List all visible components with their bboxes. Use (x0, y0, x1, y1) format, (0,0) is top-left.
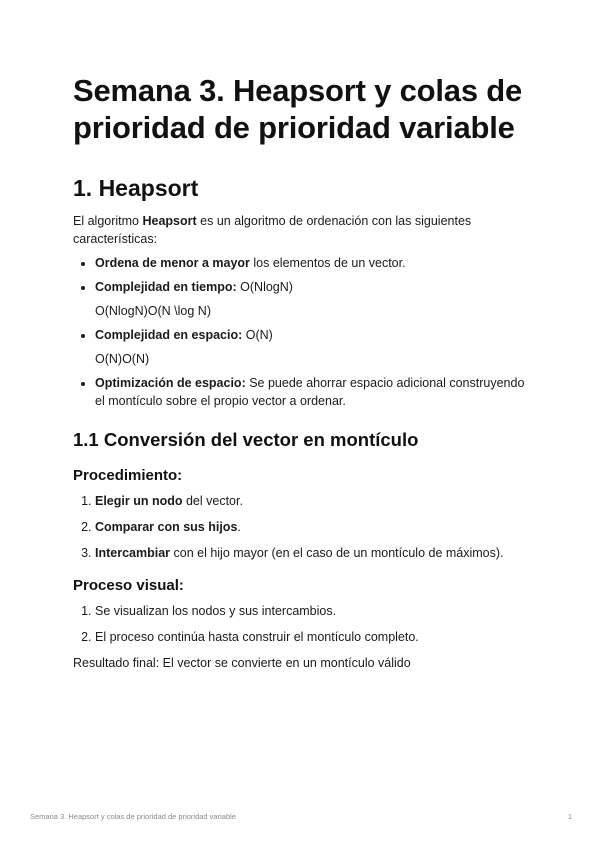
intro-paragraph (73, 212, 533, 248)
list-item (95, 602, 533, 620)
list-item-text: Se puede ahorrar espacio adicional construyendo el montículo sobre el propio vector a ordenar. (95, 376, 525, 408)
list-item (95, 278, 533, 320)
list-item-bold: Complejidad en espacio: (95, 328, 243, 342)
visual-process-steps (73, 602, 533, 646)
step-text: Se visualizan los nodos y sus intercambios. (95, 604, 337, 618)
step-bold: Comparar con sus hijos (95, 520, 238, 534)
subsection-heading-conversion: 1.1 Conversión del vector en montículo (73, 429, 419, 450)
list-item-bold: Ordena de menor a mayor (95, 256, 250, 270)
visual-process-heading: Proceso visual: (73, 577, 184, 594)
document-body (73, 72, 533, 672)
list-item (95, 492, 533, 510)
list-item-text: O(N) (242, 328, 273, 342)
list-item (95, 628, 533, 646)
list-item (95, 254, 533, 272)
list-item-text: los elementos de un vector. (249, 256, 406, 270)
step-text: con el hijo mayor (en el caso de un montículo de máximos). (170, 546, 504, 560)
page-title: Semana 3. Heapsort y colas de prioridad de prioridad variable (73, 73, 523, 145)
procedure-steps (73, 492, 533, 562)
result-paragraph: Resultado final: El vector se convierte en un montículo válido (73, 656, 411, 670)
list-item-text: O(NlogN) (236, 280, 293, 294)
list-item (95, 374, 533, 410)
intro-suffix: es un algoritmo de ordenación con las siguientes características: (73, 214, 472, 246)
section-heading-heapsort: 1. Heapsort (73, 175, 199, 201)
step-bold: Intercambiar (95, 546, 171, 560)
characteristics-list (73, 254, 533, 410)
step-text: . (237, 520, 241, 534)
footer-title: Semana 3. Heapsort y colas de prioridad de prioridad variable (30, 812, 236, 821)
step-text: del vector. (182, 494, 243, 508)
list-item (95, 326, 533, 368)
procedure-heading: Procedimiento: (73, 467, 183, 484)
list-item-bold: Optimización de espacio: (95, 376, 246, 390)
list-item (95, 544, 533, 562)
math-fallback-text: O(NlogN)O(N \log N) (95, 304, 211, 318)
list-item-bold: Complejidad en tiempo: (95, 280, 237, 294)
step-bold: Elegir un nodo (95, 494, 183, 508)
list-item (95, 518, 533, 536)
step-text: El proceso continúa hasta construir el montículo completo. (95, 630, 419, 644)
intro-prefix: El algoritmo (73, 214, 143, 228)
intro-bold: Heapsort (142, 214, 197, 228)
math-fallback-text: O(N)O(N) (95, 352, 150, 366)
page-number: 1 (567, 812, 572, 821)
